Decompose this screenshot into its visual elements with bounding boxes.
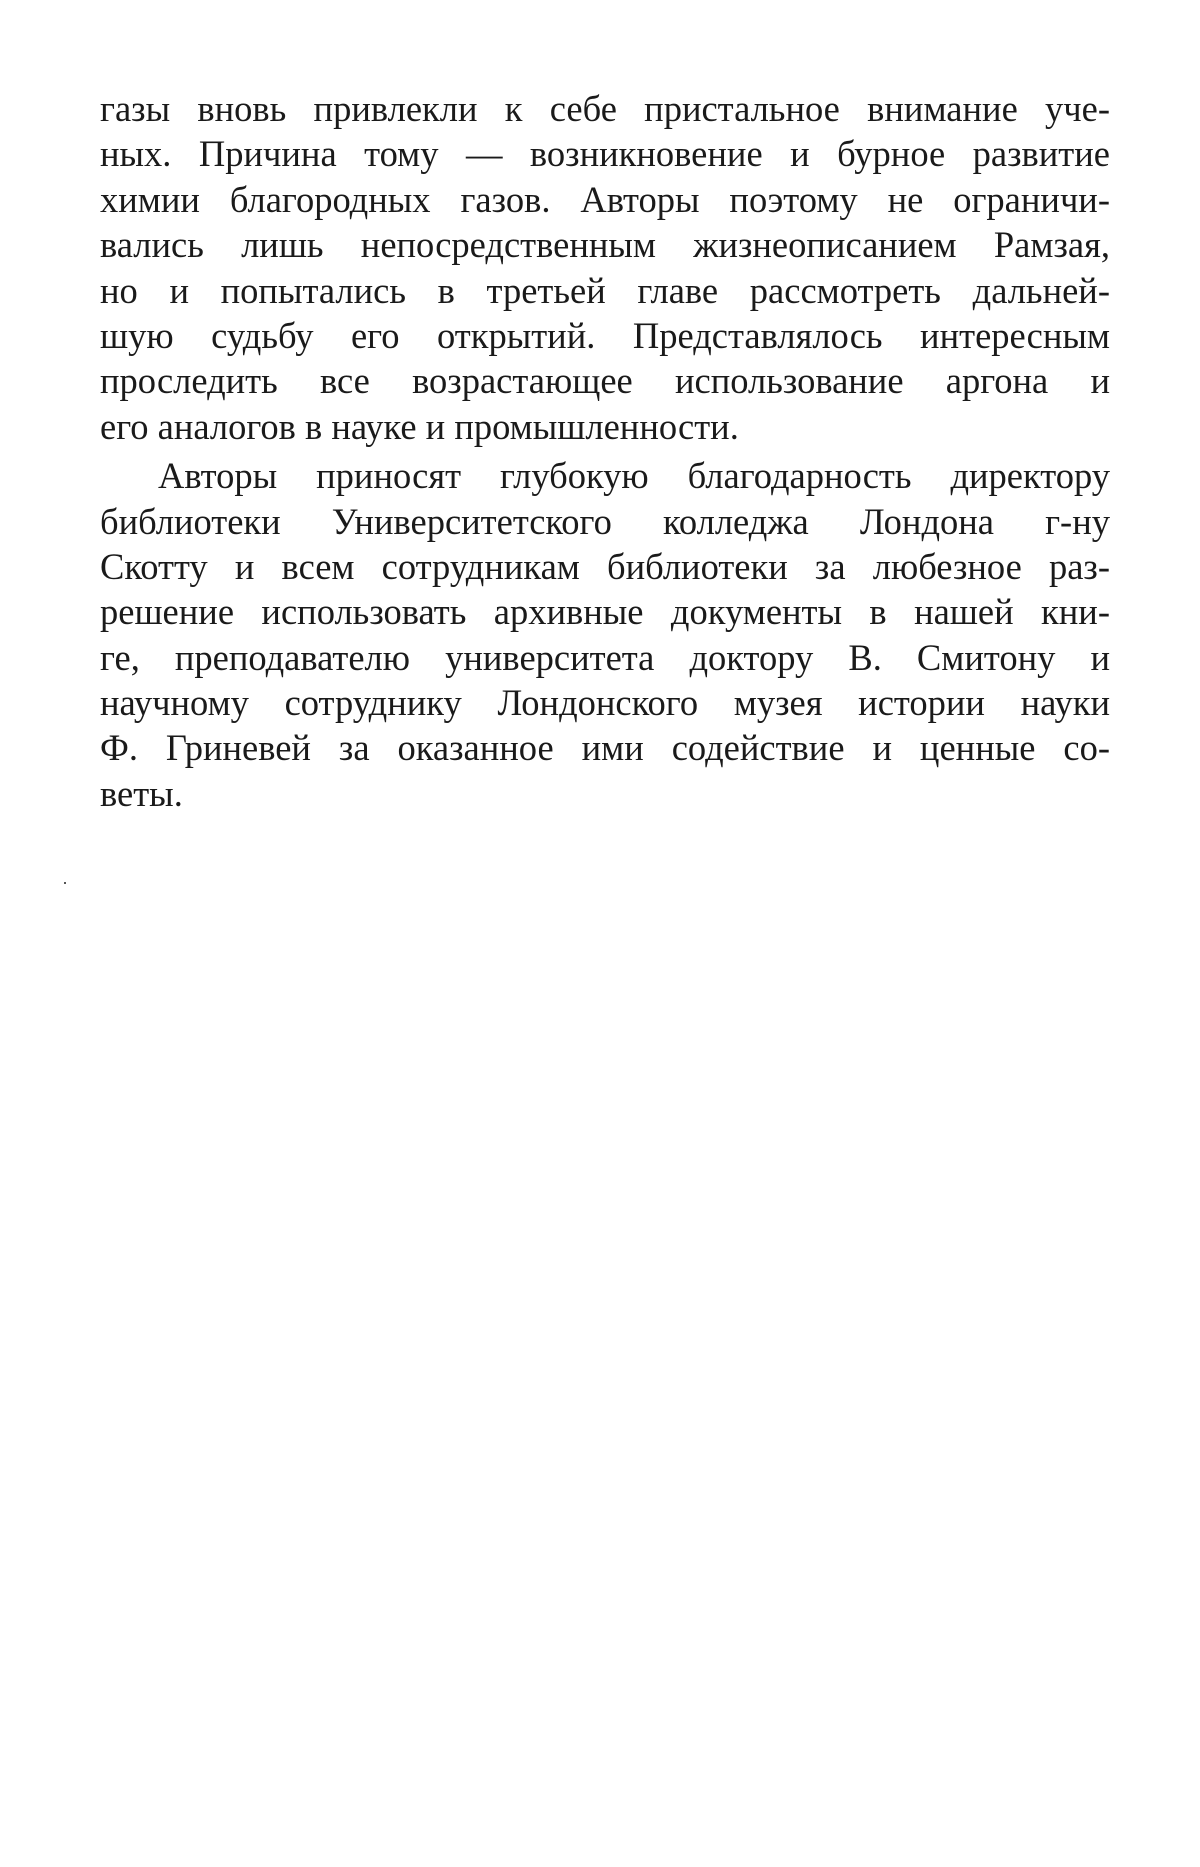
body-text — [100, 86, 1110, 816]
paragraph-1 — [100, 86, 1110, 449]
text-line: веты. — [100, 772, 183, 814]
text-line: его аналогов в науке и промышленности. — [100, 405, 739, 447]
text-line: Ф. Гриневей за оказанное ими содействие и ценные со- — [100, 727, 1110, 769]
text-line: ных. Причина тому — возникновение и бурное развитие — [100, 133, 1110, 175]
text-line: Авторы приносят глубокую благодарность директору — [158, 455, 1110, 497]
scan-speck — [64, 882, 66, 884]
text-line: библиотеки Университетского колледжа Лондона г-ну — [100, 500, 1110, 542]
text-line: шую судьбу его открытий. Представлялось интересным — [100, 314, 1110, 356]
text-line: но и попытались в третьей главе рассмотреть дальней- — [100, 269, 1110, 311]
text-line: научному сотруднику Лондонского музея истории науки — [100, 682, 1110, 724]
text-line: решение использовать архивные документы в нашей кни- — [100, 591, 1110, 633]
text-line: химии благородных газов. Авторы поэтому не ограничи- — [100, 178, 1110, 220]
text-line: Скотту и всем сотрудникам библиотеки за любезное раз- — [100, 545, 1110, 587]
text-line: ге, преподавателю университета доктору В. Смитону и — [100, 636, 1110, 678]
paragraph-2 — [100, 453, 1110, 816]
text-line: проследить все возрастающее использование аргона и — [100, 360, 1110, 402]
text-line: газы вновь привлекли к себе пристальное внимание уче- — [100, 88, 1110, 129]
text-line: вались лишь непосредственным жизнеописанием Рамзая, — [100, 224, 1110, 266]
